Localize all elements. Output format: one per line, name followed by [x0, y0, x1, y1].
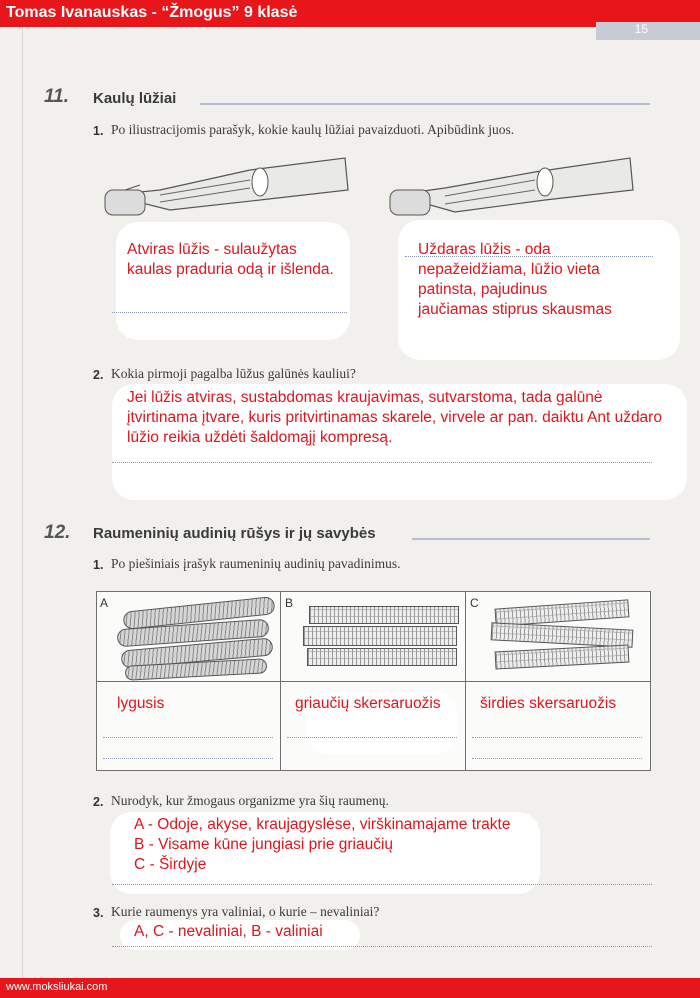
s12-q2-number: 2. [93, 795, 104, 809]
banner-title: Tomas Ivanauskas - “Žmogus” 9 klasė [6, 4, 298, 21]
s12-q2-text: Nurodyk, kur žmogaus organizme yra šių raumenų. [111, 793, 389, 808]
answer-location-c: C - Širdyje [134, 856, 207, 873]
skeletal-muscle-drawing [309, 606, 459, 624]
closed-fracture-illustration [385, 150, 635, 225]
footer-banner [0, 978, 700, 998]
section-12-rule [412, 538, 650, 540]
skeletal-muscle-drawing [307, 648, 457, 666]
page-number-tab [596, 22, 700, 40]
answer-tissue-c: širdies skersaruožis [480, 695, 617, 712]
answer-tissue-b: griaučių skersaruožis [295, 695, 441, 712]
footer-url[interactable]: www.moksliukai.com [6, 981, 108, 993]
answer-open-fracture: Atviras lūžis - sulaužytas kaulas praduria odą ir išlenda. [127, 241, 334, 278]
answer-line [103, 758, 273, 759]
answer-line [287, 737, 457, 738]
column-letter-a: A [100, 596, 109, 610]
page-number: 15 [634, 22, 648, 36]
answer-closed-fracture: Uždaras lūžis - oda nepažeidžiama, lūžio vieta patinsta, pajudinus jaučiamas stiprus skausmas [418, 241, 612, 318]
answer-line [112, 462, 652, 463]
cardiac-muscle-drawing [495, 645, 630, 670]
answer-line [112, 884, 652, 885]
muscle-tissue-table [96, 591, 651, 771]
column-letter-b: B [285, 596, 294, 610]
table-row-divider [97, 681, 650, 682]
top-banner [0, 0, 700, 27]
skeletal-muscle-drawing [303, 626, 457, 646]
answer-line [112, 312, 347, 313]
answer-location-a: A - Odoje, akyse, kraujagyslėse, virškinamajame trakte [134, 816, 511, 833]
section-11-number: 11. [44, 86, 70, 107]
section-11-rule [200, 103, 650, 105]
s11-q2-number: 2. [93, 368, 104, 382]
cardiac-muscle-drawing [491, 622, 634, 647]
section-11-title: Kaulų lūžiai [93, 90, 177, 107]
answer-line [472, 758, 642, 759]
page-margin-line [22, 27, 23, 977]
open-fracture-illustration [100, 150, 350, 225]
s12-q3-text: Kurie raumenys yra valiniai, o kurie – nevaliniai? [111, 904, 380, 919]
section-12-title: Raumeninių audinių rūšys ir jų savybės [93, 525, 376, 542]
answer-line [112, 946, 652, 947]
answer-line [472, 737, 642, 738]
column-letter-c: C [470, 596, 479, 610]
s12-q3-number: 3. [93, 906, 104, 920]
answer-line [103, 737, 273, 738]
answer-first-aid: Jei lūžis atviras, sustabdomas kraujavimas, sutvarstoma, tada galūnė įtvirtinama įtvare, kuris pritvirtinamas skarele, virvele ar pan. daiktu Ant uždaro lūžio reikia uždėti šaldomąjį kompresą. [127, 389, 662, 446]
s12-q1-text: Po piešiniais įrašyk raumeninių audinių pavadinimus. [111, 556, 401, 571]
s11-q2-text: Kokia pirmoji pagalba lūžus galūnės kauliui? [111, 366, 356, 381]
answer-voluntary: A, C - nevaliniai, B - valiniai [134, 923, 323, 940]
s12-q1-number: 1. [93, 558, 104, 572]
section-12-number: 12. [44, 522, 71, 543]
answer-location-b: B - Visame kūne jungiasi prie griaučių [134, 836, 394, 853]
answer-tissue-a: lygusis [117, 695, 165, 712]
s11-q1-text: Po iliustracijomis parašyk, kokie kaulų lūžiai pavaizduoti. Apibūdink juos. [111, 122, 515, 137]
s11-q1-number: 1. [93, 124, 104, 138]
